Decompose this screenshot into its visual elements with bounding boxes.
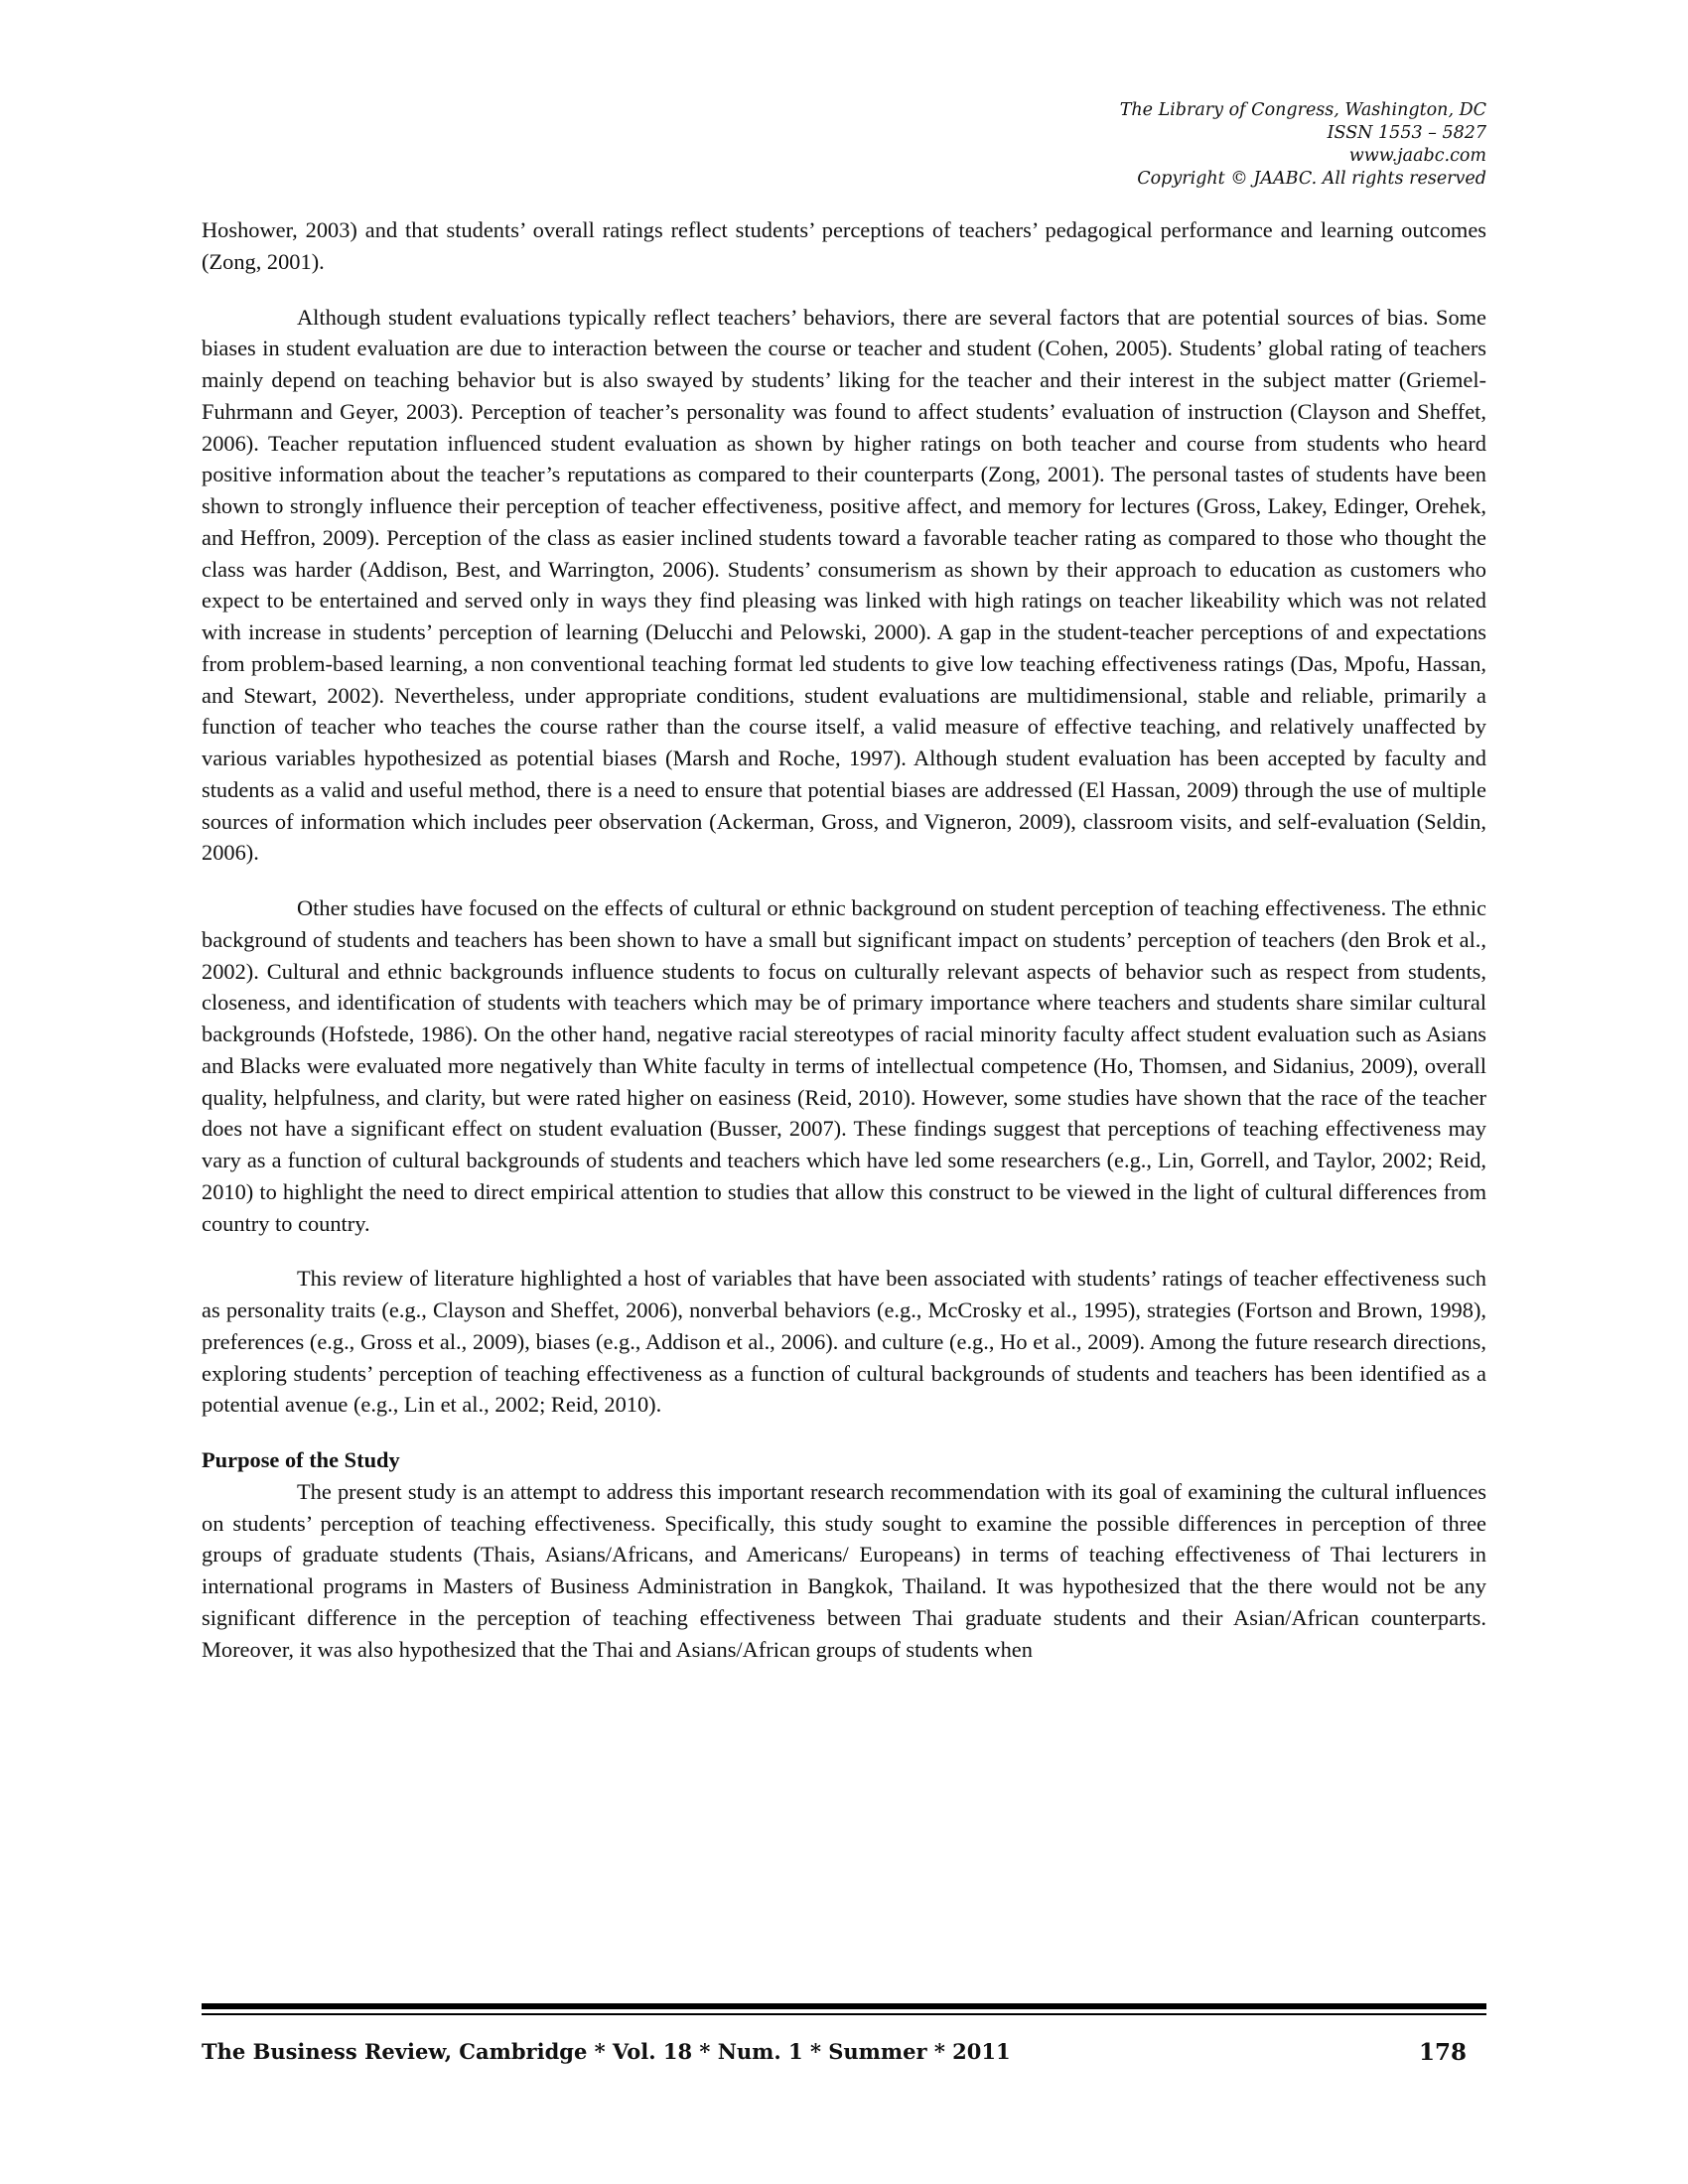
paragraph-1: Hoshower, 2003) and that students’ overall ratings reflect students’ perceptions of teachers’ pedagogical performance and learning outcomes (Zong, 2001). — [202, 217, 1486, 274]
running-footer — [202, 2039, 1486, 2075]
footer-rule-thin — [202, 2013, 1486, 2015]
footer-journal: The Business Review, Cambridge * Vol. 18 * Num. 1 * Summer * 2011 — [202, 2039, 1011, 2064]
running-header — [891, 99, 1486, 191]
header-issn: ISSN 1553 – 5827 — [1327, 123, 1486, 143]
paragraph-4: This review of literature highlighted a host of variables that have been associated with students’ ratings of teacher effectiveness such as personality traits (e.g., Clayson and Sheffet, 2006), nonverbal behaviors (e.g., McCrosky et al., 1995), strategies (Fortson and Brown, 1998), preferences (e.g., Gross et al., 2009), biases (e.g., Addison et al., 2006). and culture (e.g., Ho et al., 2009). Among the future research directions, exploring students’ perception of teaching effectiveness as a function of cultural backgrounds of students and teachers has been identified as a potential avenue (e.g., Lin et al., 2002; Reid, 2010). — [202, 1266, 1486, 1418]
body-text — [202, 214, 1486, 1665]
footer-rule-thick — [202, 2003, 1486, 2009]
section-heading: Purpose of the Study — [202, 1447, 400, 1472]
header-copyright: Copyright © JAABC. All rights reserved — [1137, 169, 1486, 189]
paragraph-3: Other studies have focused on the effects of cultural or ethnic background on student perception of teaching effectiveness. The ethnic background of students and teachers has been shown to have a small but significant impact on students’ perception of teachers (den Brok et al., 2002). Cultural and ethnic backgrounds influence students to focus on culturally relevant aspects of behavior such as respect from students, closeness, and identification of students with teachers which may be of primary importance where teachers and students share similar cultural backgrounds (Hofstede, 1986). On the other hand, negative racial stereotypes of racial minority faculty affect student evaluation such as Asians and Blacks were evaluated more negatively than White faculty in terms of intellectual competence (Ho, Thomsen, and Sidanius, 2009), overall quality, helpfulness, and clarity, but were rated higher on easiness (Reid, 2010). However, some studies have shown that the race of the teacher does not have a significant effect on student evaluation (Busser, 2007). These findings suggest that perceptions of teaching effectiveness may vary as a function of cultural backgrounds of students and teachers which have led some researchers (e.g., Lin, Gorrell, and Taylor, 2002; Reid, 2010) to highlight the need to direct empirical attention to studies that allow this construct to be viewed in the light of cultural differences from country to country. — [202, 895, 1486, 1236]
paragraph-5: The present study is an attempt to address this important research recommendation with its goal of examining the cultural influences on students’ perception of teaching effectiveness. Specifically, this study sought to examine the possible differences in perception of three groups of graduate students (Thais, Asians/Africans, and Americans/ Europeans) in terms of teaching effectiveness of Thai lecturers in international programs in Masters of Business Administration in Bangkok, Thailand. It was hypothesized that the there would not be any significant difference in the perception of teaching effectiveness between Thai graduate students and their Asian/African counterparts. Moreover, it was also hypothesized that the Thai and Asians/African groups of students when — [202, 1478, 1486, 1662]
page-number: 178 — [1418, 2039, 1467, 2066]
header-website: www.jaabc.com — [1348, 146, 1486, 166]
paragraph-2: Although student evaluations typically reflect teachers’ behaviors, there are several factors that are potential sources of bias. Some biases in student evaluation are due to interaction between the course or teacher and student (Cohen, 2005). Students’ global rating of teachers mainly depend on teaching behavior but is also swayed by students’ liking for the teacher and their interest in the subject matter (Griemel-Fuhrmann and Geyer, 2003). Perception of teacher’s personality was found to affect students’ evaluation of instruction (Clayson and Sheffet, 2006). Teacher reputation influenced student evaluation as shown by higher ratings on both teacher and course from students who heard positive information about the teacher’s reputations as compared to their counterparts (Zong, 2001). The personal tastes of students have been shown to strongly influence their perception of teacher effectiveness, positive affect, and memory for lectures (Gross, Lakey, Edinger, Orehek, and Heffron, 2009). Perception of the class as easier inclined students toward a favorable teacher rating as compared to those who thought the class was harder (Addison, Best, and Warrington, 2006). Students’ consumerism as shown by their approach to education as customers who expect to be entertained and served only in ways they find pleasing was linked with high ratings on teacher likeability which was not related with increase in students’ perception of learning (Delucchi and Pelowski, 2000). A gap in the student-teacher perceptions of and expectations from problem-based learning, a non conventional teaching format led students to give low teaching effectiveness ratings (Das, Mpofu, Hassan, and Stewart, 2002). Nevertheless, under appropriate conditions, student evaluations are multidimensional, stable and reliable, primarily a function of teacher who teaches the course rather than the course itself, a valid measure of effective teaching, and relatively unaffected by various variables hypothesized as potential biases (Marsh and Roche, 1997). Although student evaluation has been accepted by faculty and students as a valid and useful method, there is a need to ensure that potential biases are addressed (El Hassan, 2009) through the use of multiple sources of information which includes peer observation (Ackerman, Gross, and Vigneron, 2009), classroom visits, and self-evaluation (Seldin, 2006). — [202, 304, 1486, 866]
header-library: The Library of Congress, Washington, DC — [1119, 100, 1486, 120]
